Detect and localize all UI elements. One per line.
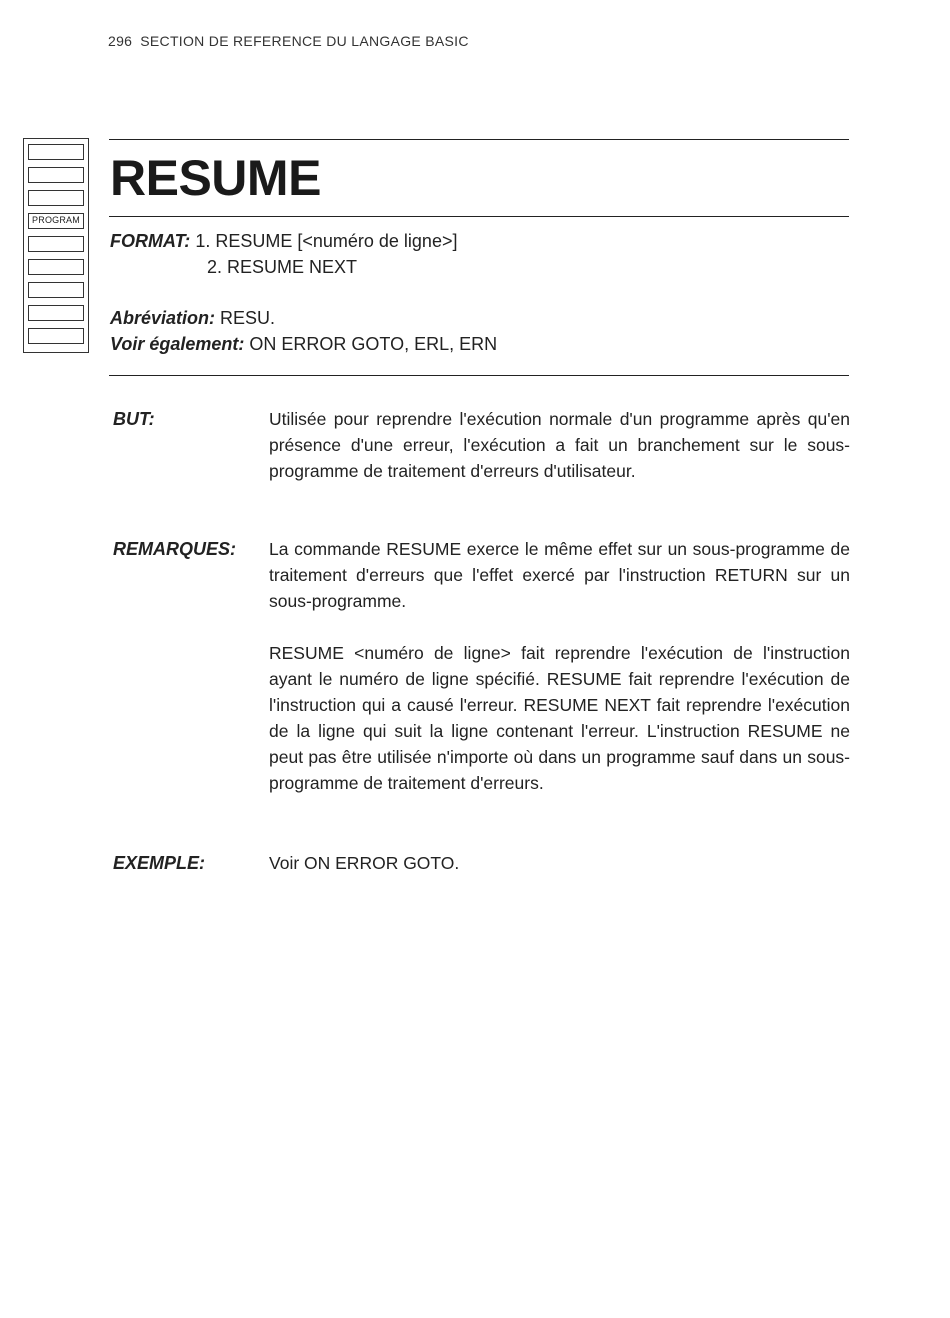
- format-label: FORMAT:: [110, 231, 191, 251]
- side-tab: [28, 328, 84, 344]
- paragraph: La commande RESUME exerce le même effet sur un sous-programme de traitement d'erreurs que l'effet exercé par l'instruction RETURN sur un sous-programme.: [269, 539, 850, 611]
- section-label-exemple: EXEMPLE:: [113, 853, 206, 873]
- format-block: [110, 228, 457, 280]
- side-tab-strip: [23, 138, 89, 353]
- format-value-1: 1. RESUME [<numéro de ligne>]: [195, 231, 458, 251]
- format-line-1: [110, 228, 457, 254]
- running-title: SECTION DE REFERENCE DU LANGAGE BASIC: [140, 33, 469, 49]
- paragraph: Utilisée pour reprendre l'exécution normale d'un programme après qu'en présence d'une erreur, l'exécution a fait un branchement sur le sous-programme de traitement d'erreurs d'utilisateur.: [269, 409, 850, 481]
- abbreviation-label: Abréviation:: [110, 308, 216, 328]
- paragraph: RESUME <numéro de ligne> fait reprendre l'exécution de l'instruction ayant le numéro de ligne spécifié. RESUME fait reprendre l'exécution de l'instruction qui a causé l'erreur. RESUME NEXT fait reprendre l'exécution de la ligne qui suit la ligne contenant l'erreur. L'instruction RESUME ne peut pas être utilisée n'importe où dans un programme sauf dans un sous-programme de traitement d'erreurs.: [269, 643, 850, 793]
- side-tab: [28, 167, 84, 183]
- paragraph: Voir ON ERROR GOTO.: [269, 853, 460, 873]
- side-tab: [28, 305, 84, 321]
- section-label-but: BUT:: [113, 409, 155, 429]
- side-tab: [28, 190, 84, 206]
- running-header: [108, 33, 469, 49]
- divider-bottom: [109, 375, 849, 376]
- format-line-2: [110, 254, 457, 280]
- divider-mid: [109, 216, 849, 217]
- abbreviation-line: [110, 305, 497, 331]
- abbreviation-block: [110, 305, 497, 357]
- section-body-exemple: [269, 850, 850, 876]
- section-label-remarques: REMARQUES:: [113, 539, 237, 559]
- section-remarques: [113, 536, 850, 796]
- see-also-line: [110, 331, 497, 357]
- page-number: 296: [108, 33, 133, 49]
- side-tab-program: PROGRAM: [28, 213, 84, 229]
- section-body-remarques: [269, 536, 850, 796]
- section-body-but: [269, 406, 850, 484]
- abbreviation-value: RESU.: [220, 308, 276, 328]
- divider-top: [109, 139, 849, 140]
- side-tab: [28, 144, 84, 160]
- see-also-label: Voir également:: [110, 334, 245, 354]
- see-also-value: ON ERROR GOTO, ERL, ERN: [249, 334, 498, 354]
- section-but: [113, 406, 850, 484]
- section-exemple: [113, 850, 850, 876]
- side-tab: [28, 259, 84, 275]
- side-tab: [28, 236, 84, 252]
- side-tab: [28, 282, 84, 298]
- format-value-2: 2. RESUME NEXT: [207, 257, 358, 277]
- command-title: RESUME: [110, 150, 321, 206]
